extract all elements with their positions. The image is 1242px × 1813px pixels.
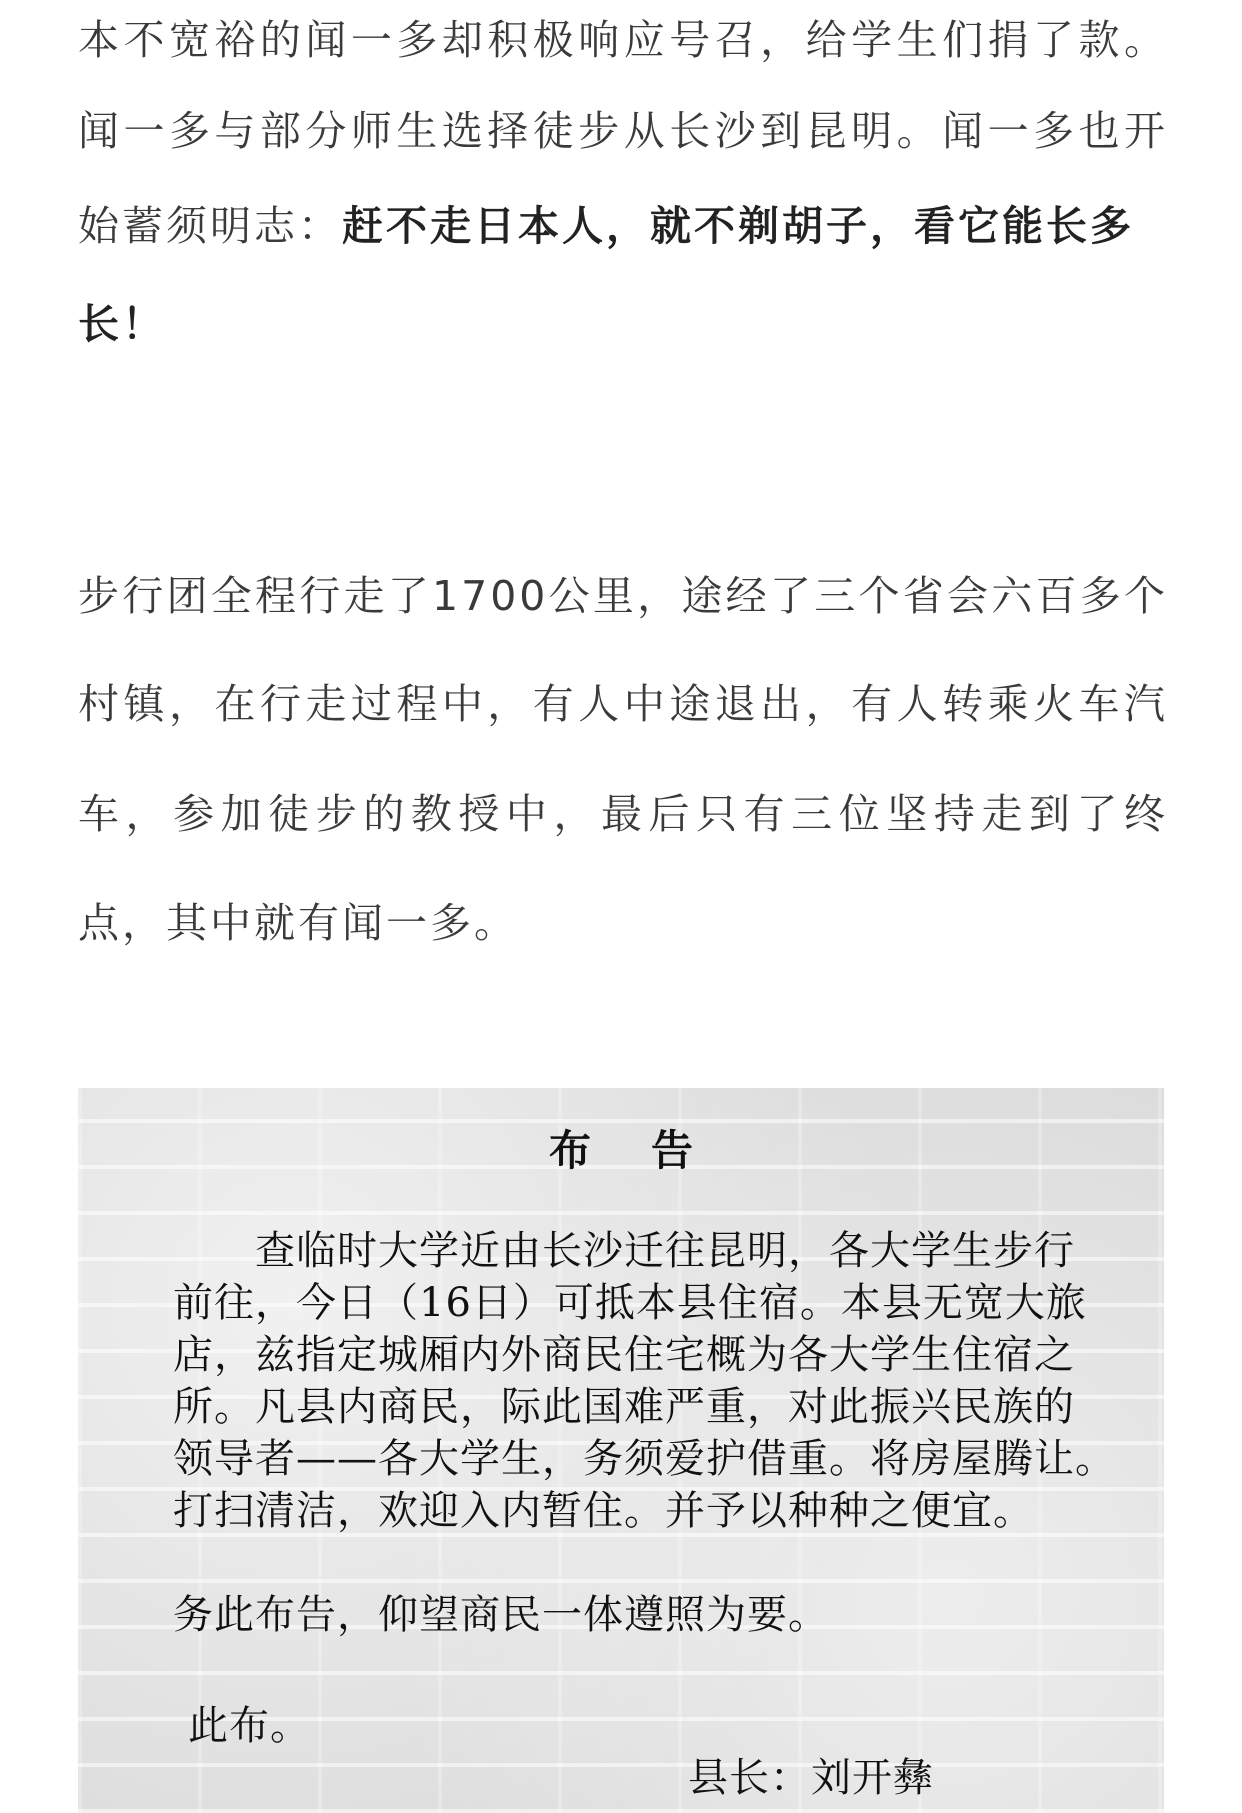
notice-body-line: 店，兹指定城厢内外商民住宅概为各大学生住宿之 bbox=[173, 1332, 1075, 1378]
emphasis-text: 赶不走日本人，就不剃胡子，看它能长多 bbox=[342, 202, 1134, 250]
notice-signature: 县长：刘开彝 bbox=[688, 1755, 934, 1801]
notice-body-line: 打扫清洁，欢迎入内暂住。并予以种种之便宜。 bbox=[173, 1488, 1034, 1534]
notice-sign-off: 此布。 bbox=[188, 1703, 311, 1749]
paragraph-line: 车，参加徒步的教授中，最后只有三位坚持走到了终 bbox=[78, 790, 1168, 838]
paragraph-line: 村镇，在行走过程中，有人中途退出，有人转乘火车汽 bbox=[78, 680, 1168, 728]
paragraph-line: 步行团全程行走了1700公里，途经了三个省会六百多个 bbox=[78, 572, 1168, 620]
paragraph-line: 点，其中就有闻一多。 bbox=[78, 899, 518, 947]
notice-closing: 务此布告，仰望商民一体遵照为要。 bbox=[173, 1592, 829, 1638]
paragraph-line: 闻一多与部分师生选择徒步从长沙到昆明。闻一多也开 bbox=[78, 107, 1168, 155]
notice-image bbox=[78, 1088, 1164, 1813]
notice-body-line: 前往，今日（16日）可抵本县住宿。本县无宽大旅 bbox=[173, 1280, 1087, 1326]
emphasis-line: 长！ bbox=[78, 300, 166, 348]
paragraph-text: 始蓄须明志： bbox=[78, 202, 342, 250]
notice-body-line: 领导者——各大学生，务须爱护借重。将房屋腾让。 bbox=[173, 1436, 1116, 1482]
notice-body-line: 查临时大学近由长沙迁往昆明，各大学生步行 bbox=[173, 1228, 1075, 1274]
paragraph-line bbox=[78, 198, 1168, 254]
paragraph-line: 本不宽裕的闻一多却积极响应号召，给学生们捐了款。 bbox=[78, 16, 1168, 64]
notice-title: 布告 bbox=[548, 1126, 753, 1175]
notice-body-line: 所。凡县内商民，际此国难严重，对此振兴民族的 bbox=[173, 1384, 1075, 1430]
